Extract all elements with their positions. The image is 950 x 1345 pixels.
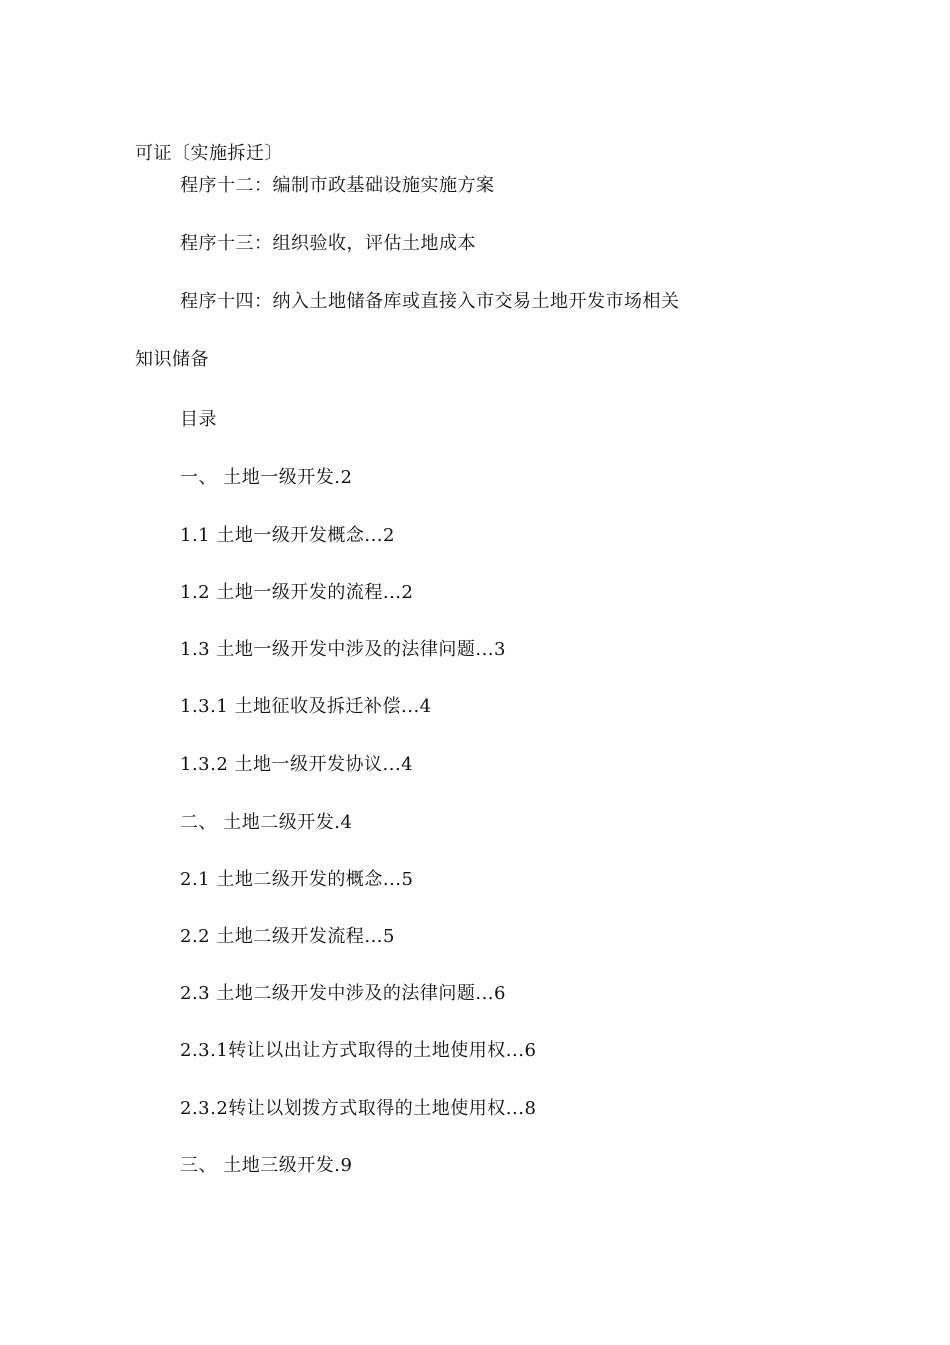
- step-13-text: 程序十三：组织验收，评估土地成本: [180, 233, 476, 254]
- step-14-text: 程序十四：纳入土地储备库或直接入市交易土地开发市场相关: [180, 291, 680, 312]
- toc-item: 1.3.1 土地征收及拆迁补偿...4: [180, 696, 432, 717]
- step-12-text: 程序十二：编制市政基础设施实施方案: [180, 175, 495, 196]
- toc-item: 2.2 土地二级开发流程...5: [180, 926, 395, 947]
- toc-item: 二、 土地二级开发.4: [180, 812, 353, 833]
- toc-item: 三、 土地三级开发.9: [180, 1155, 353, 1176]
- toc-item: 2.3.1转让以出让方式取得的土地使用权...6: [180, 1040, 537, 1061]
- toc-item: 1.3 土地一级开发中涉及的法律问题...3: [180, 639, 506, 660]
- toc-item: 一、 土地一级开发.2: [180, 467, 353, 488]
- toc-item: 1.3.2 土地一级开发协议...4: [180, 754, 414, 775]
- toc-item: 2.3.2转让以划拨方式取得的土地使用权...8: [180, 1098, 537, 1119]
- toc-item: 1.1 土地一级开发概念...2: [180, 525, 395, 546]
- toc-item: 2.3 土地二级开发中涉及的法律问题...6: [180, 983, 506, 1004]
- toc-heading: 目录: [180, 409, 217, 430]
- toc-item: 2.1 土地二级开发的概念...5: [180, 869, 414, 890]
- continuation-text: 可证〔实施拆迁〕: [135, 143, 283, 164]
- toc-item: 1.2 土地一级开发的流程...2: [180, 582, 414, 603]
- knowledge-text: 知识储备: [135, 349, 209, 370]
